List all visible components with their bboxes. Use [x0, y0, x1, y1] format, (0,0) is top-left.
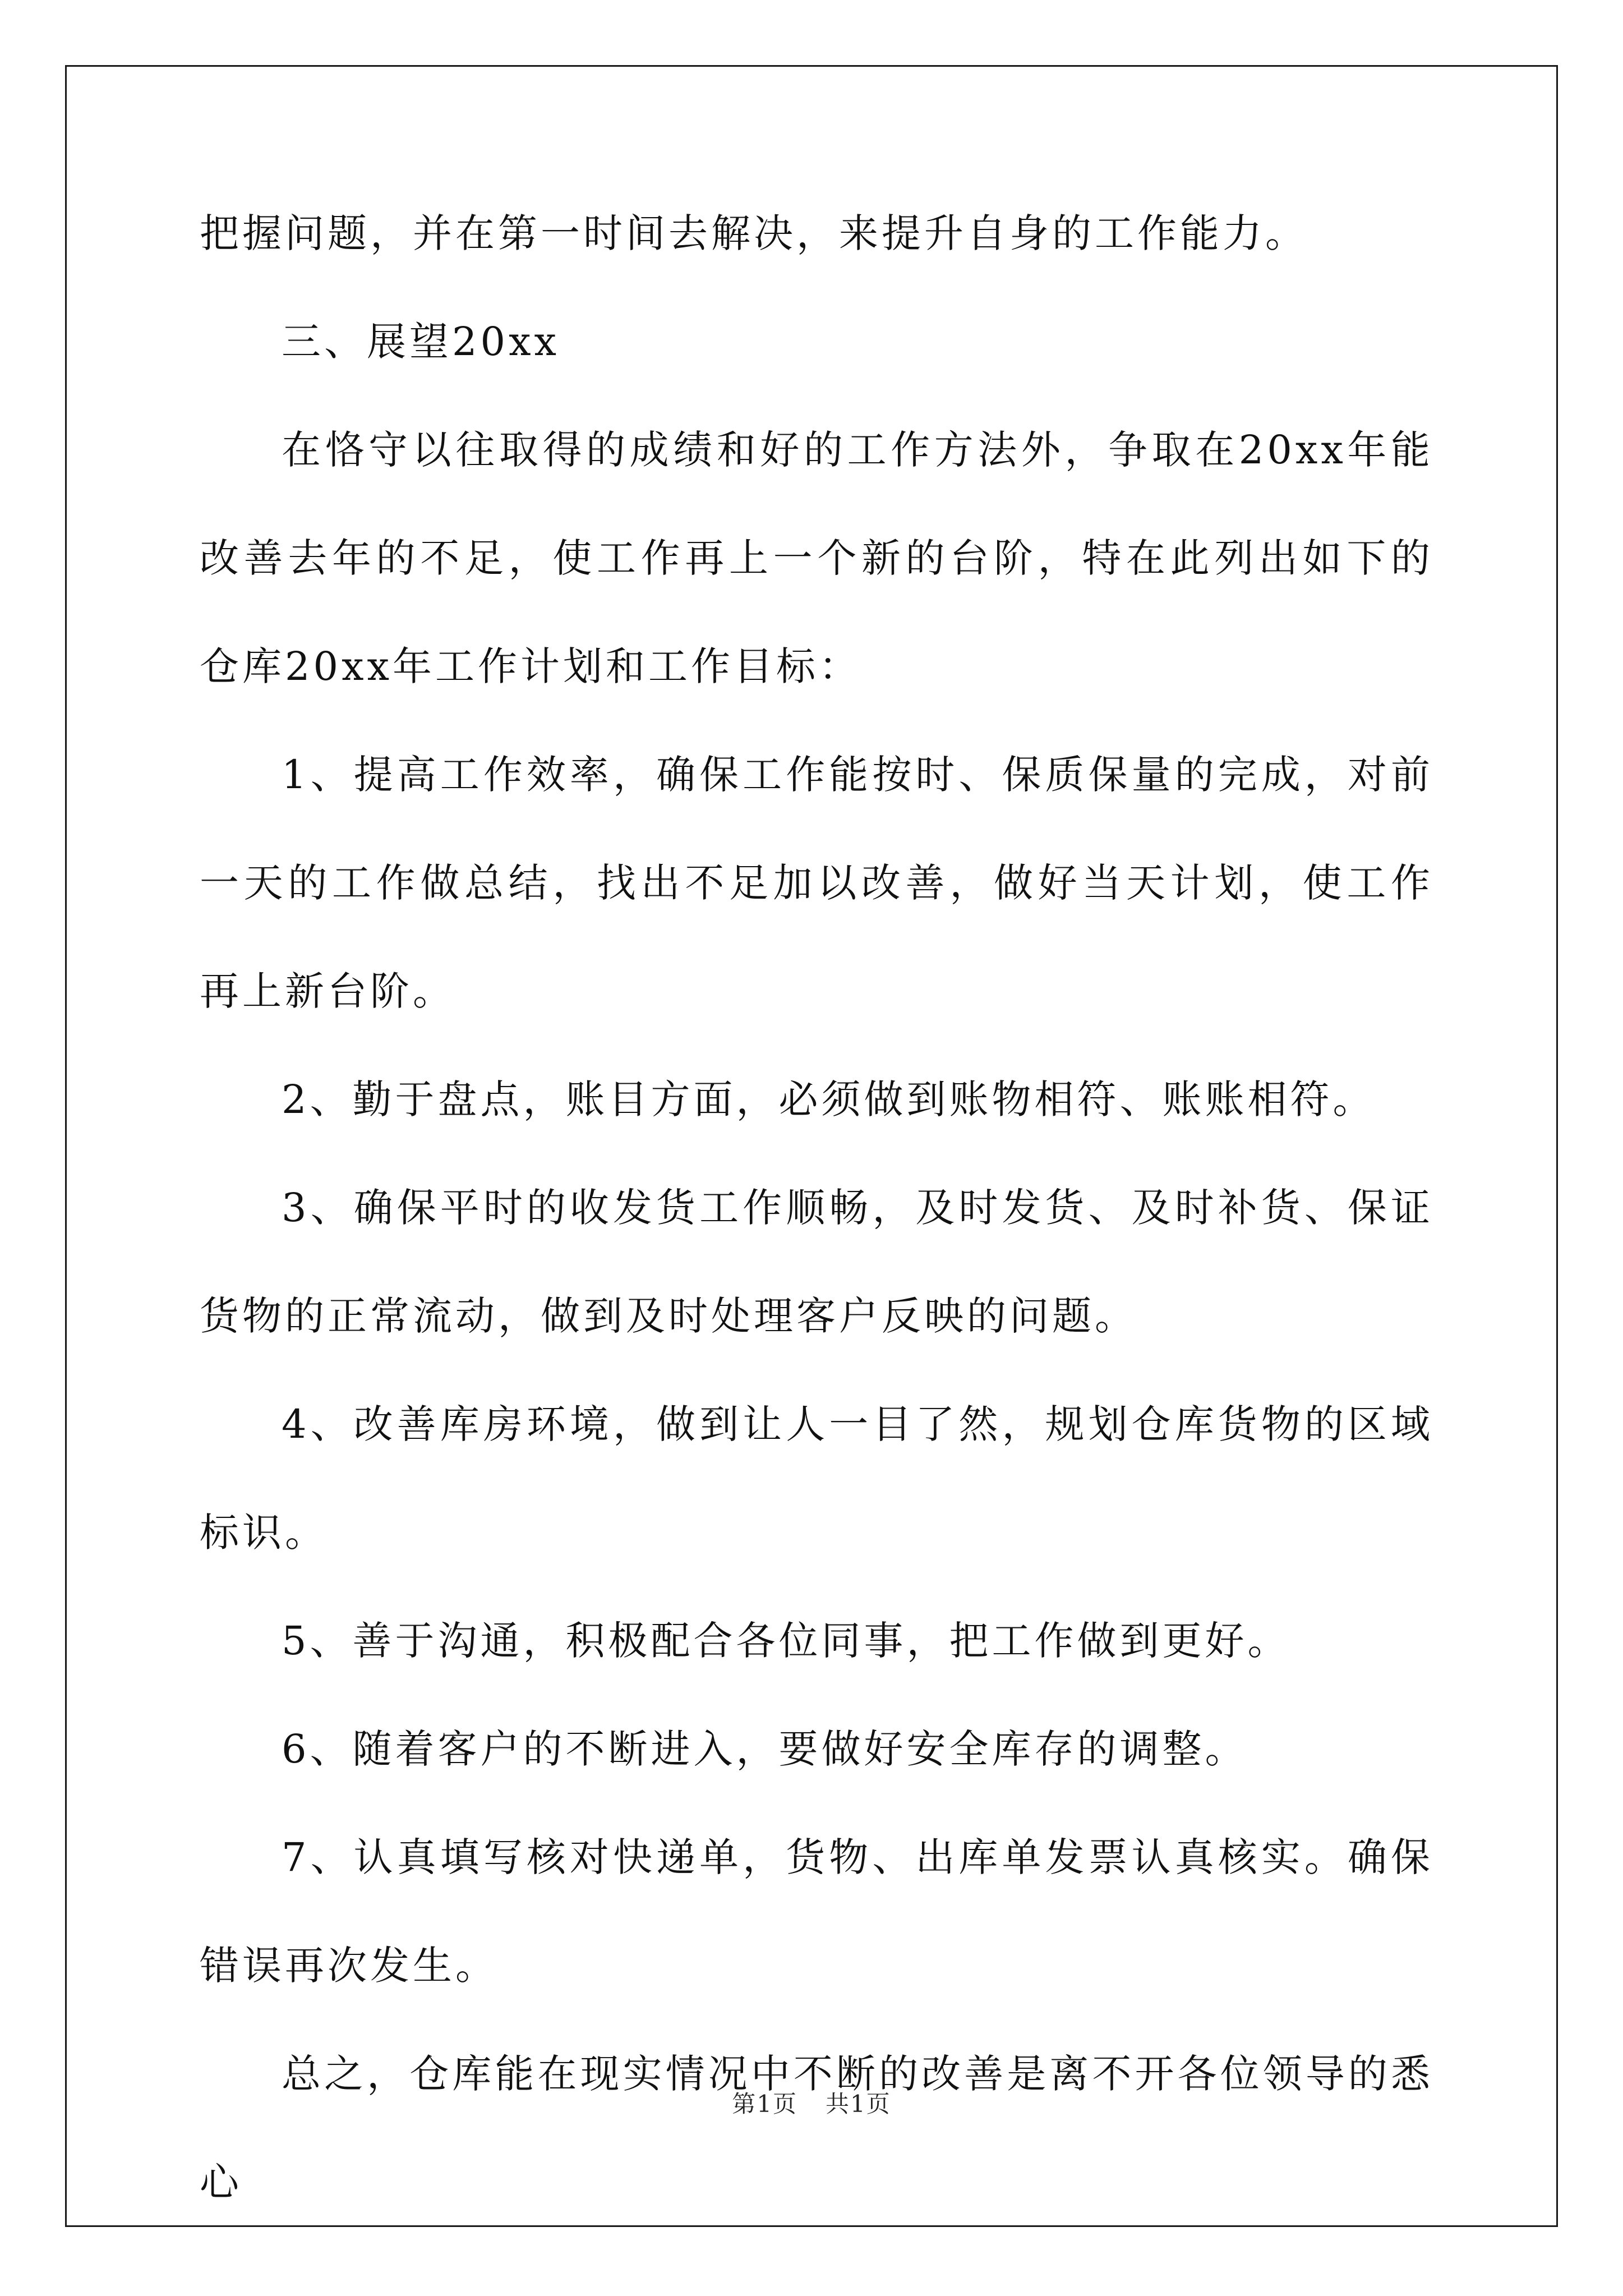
page-footer — [0, 2086, 1623, 2119]
list-item-1: 1、提高工作效率，确保工作能按时、保质保量的完成，对前一天的工作做总结，找出不足加以改善，做好当天计划，使工作再上新台阶。 — [200, 752, 1433, 1014]
page-number: 第1页 — [732, 2090, 797, 2118]
list-item-6: 6、随着客户的不断进入，要做好安全库存的调整。 — [282, 1726, 1248, 1772]
list-item-3: 3、确保平时的收发货工作顺畅，及时发货、及时补货、保证货物的正常流动，做到及时处理客户反映的问题。 — [200, 1185, 1433, 1339]
document-body — [200, 180, 1433, 2237]
paragraph-1: 把握问题，并在第一时间去解决，来提升自身的工作能力。 — [200, 210, 1308, 256]
list-item-4: 4、改善库房环境，做到让人一目了然，规划仓库货物的区域标识。 — [200, 1401, 1433, 1556]
paragraph-3: 在恪守以往取得的成绩和好的工作方法外，争取在20xx年能改善去年的不足，使工作再上一个新的台阶，特在此列出如下的仓库20xx年工作计划和工作目标： — [200, 427, 1433, 689]
section-heading-outlook: 三、展望20xx — [282, 319, 560, 365]
list-item-2: 2、勤于盘点，账目方面，必须做到账物相符、账账相符。 — [282, 1076, 1376, 1122]
paragraph-conclusion: 总之，仓库能在现实情况中不断的改善是离不开各位领导的悉心 — [200, 2051, 1433, 2205]
list-item-7: 7、认真填写核对快递单，货物、出库单发票认真核实。确保错误再次发生。 — [200, 1834, 1433, 1989]
list-item-5: 5、善于沟通，积极配合各位同事，把工作做到更好。 — [282, 1618, 1290, 1664]
page-total: 共1页 — [826, 2090, 891, 2118]
